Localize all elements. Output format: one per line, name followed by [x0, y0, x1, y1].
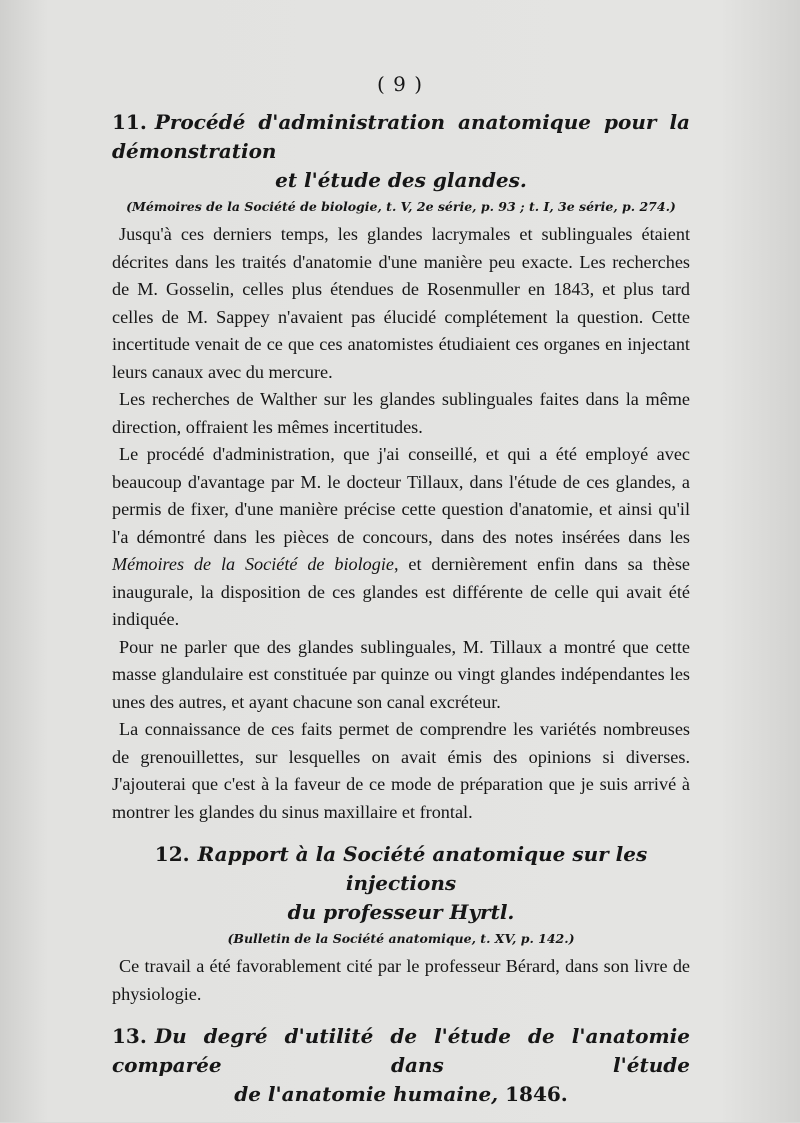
paragraph: La connaissance de ces faits permet de comprendre les variétés nombreuses de grenouillettes, sur lesquelles on avait émis des opinions si diverses. J'ajouterai que c'est à la faveur de ce mode de préparation que je suis arrivé à montrer les glandes du sinus maxillaire et frontal.: [112, 719, 690, 822]
page-number: ( 9 ): [376, 72, 424, 96]
section-title-line1: Rapport à la Société anatomique sur les injections: [197, 842, 648, 895]
section-title-line2: du professeur Hyrtl.: [287, 900, 515, 924]
section-title: [112, 840, 690, 927]
paragraph: Pour ne parler que des glandes sublinguales, M. Tillaux a montré que cette masse glandulaire est constituée par quinze ou vingt glandes indépendantes les unes des autres, et ayant chacune son canal excréteur.: [112, 636, 690, 712]
section-title: [112, 1022, 690, 1109]
section-number: 11.: [112, 110, 147, 134]
section-title-line2: et l'étude des glandes.: [275, 168, 527, 192]
section-year: 1846.: [505, 1082, 568, 1106]
paragraph: Les recherches de Walther sur les glandes sublinguales faites dans la même direction, offraient les mêmes incertitudes.: [112, 389, 690, 437]
page-content: [112, 108, 690, 1123]
journal-title: Mémoires de la Société de biologie: [112, 554, 394, 574]
section-number: 13.: [112, 1024, 147, 1048]
paragraph: [112, 441, 690, 634]
section-title-line1: Procédé d'administration anatomique pour la démonstration: [112, 110, 690, 163]
section-source: (Bulletin de la Société anatomique, t. XV, p. 142.): [227, 931, 575, 946]
section-title-line2: de l'anatomie humaine,: [234, 1082, 499, 1106]
paragraph-text: Le procédé d'administration, que j'ai conseillé, et qui a été employé avec beaucoup d'avantage par M. le docteur Tillaux, dans l'étude de ces glandes, a permis de fixer, d'une manière précise cette question d'anatomie, et ainsi qu'il l'a démontré dans les pièces de concours, dans des notes insérées dans les: [112, 444, 690, 547]
section-number: 12.: [154, 842, 190, 866]
section-11: [112, 108, 690, 826]
paragraph-text: , et dernièrement enfin dans sa thèse inaugurale, la disposition de ces glandes est différente de celle qui avait été indiquée.: [112, 554, 691, 629]
section-12: [112, 840, 690, 1008]
section-title-line1: Du degré d'utilité de l'étude de l'anatomie comparée dans l'étude: [112, 1024, 690, 1077]
paragraph: Jusqu'à ces derniers temps, les glandes lacrymales et sublinguales étaient décrites dans les traités d'anatomie d'une manière peu exacte. Les recherches de M. Gosselin, celles plus étendues de Rosenmuller en 1843, et plus tard celles de M. Sappey n'avaient pas élucidé complétement la question. Cette incertitude venait de ce que ces anatomistes étudiaient ces organes en injectant leurs canaux avec du mercure.: [112, 224, 690, 382]
section-13: [112, 1022, 690, 1109]
section-title: [112, 108, 690, 195]
section-source: (Mémoires de la Société de biologie, t. V, 2e série, p. 93 ; t. I, 3e série, p. 274.): [126, 199, 676, 214]
paragraph: Ce travail a été favorablement cité par le professeur Bérard, dans son livre de physiologie.: [112, 956, 690, 1004]
